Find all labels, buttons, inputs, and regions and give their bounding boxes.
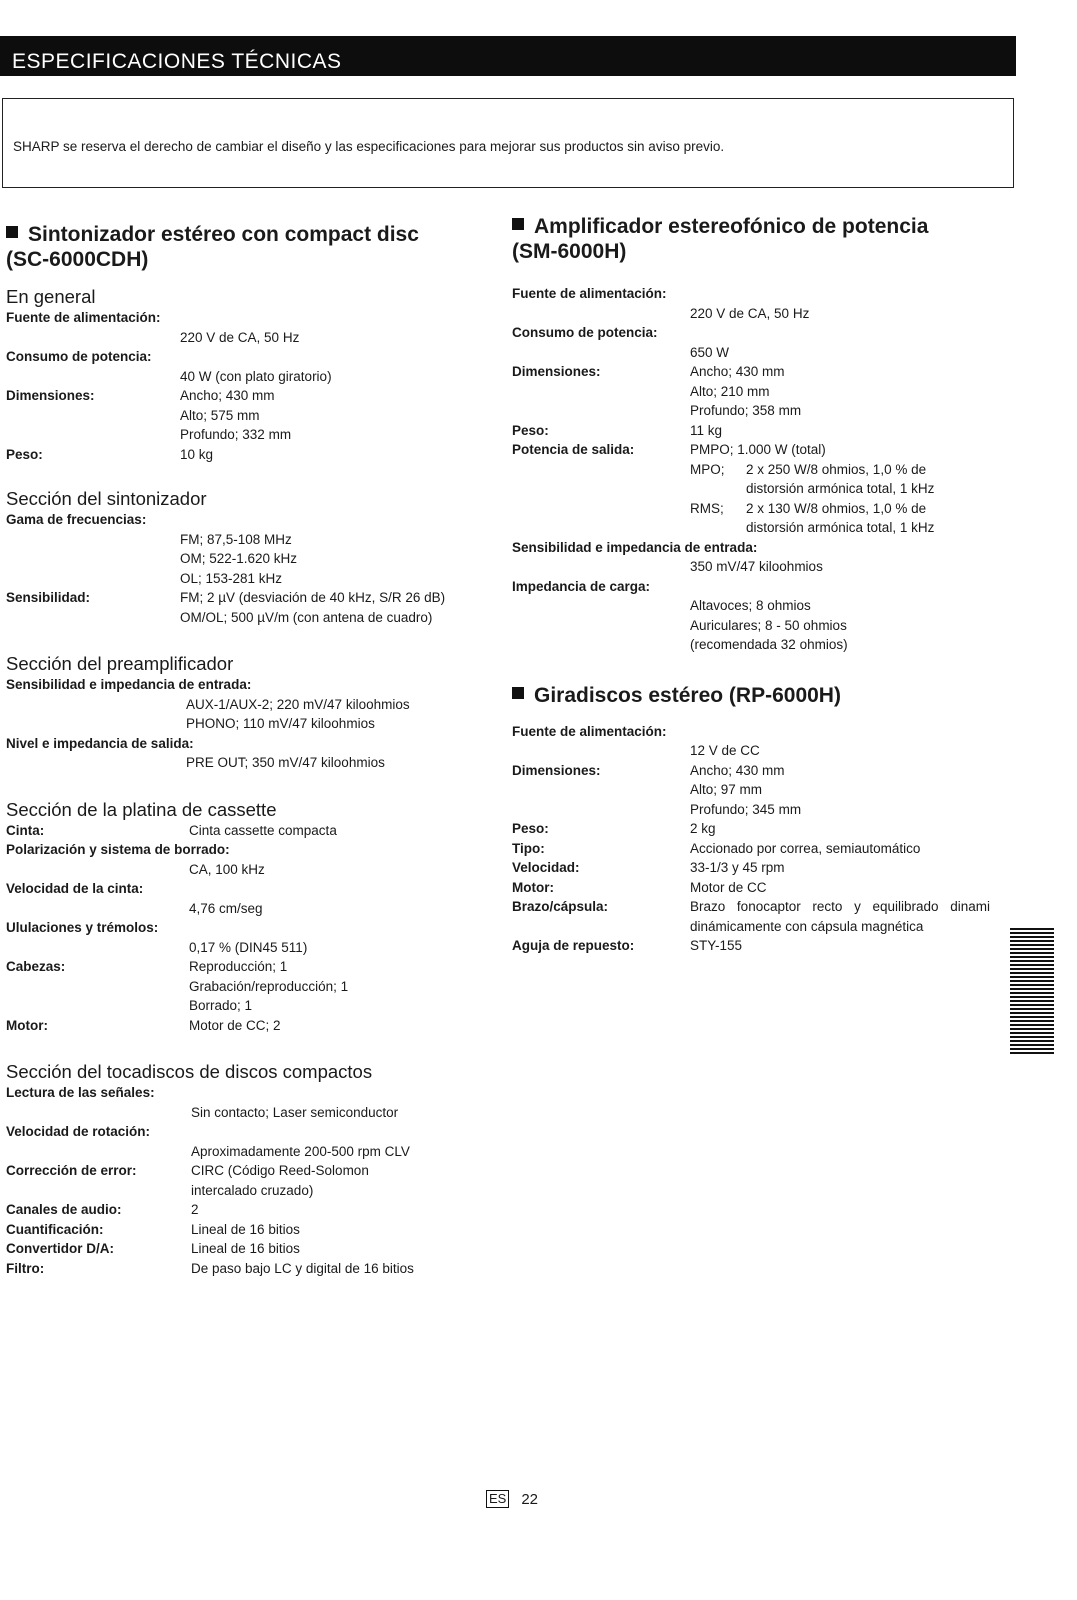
spec-amp-consumption: Consumo de potencia: 650 W (512, 325, 730, 360)
section-title-tuner-cd: Sintonizador estéreo con compact disc (SC-6000CDH) (6, 223, 419, 271)
spec-tt-needle: Aguja de repuesto: STY-155 (512, 938, 743, 953)
spec-amp-output: Potencia de salida: PMPO; 1.000 W (total) MPO; 2 x 250 W/8 ohmios, 1,0 % de distorsión armónica total, 1 kHz RMS; 2 x 130 W/8 ohmios, 1,0 % de distorsión armónica total, 1 kHz (512, 442, 935, 535)
spec-preamp-input: Sensibilidad e impedancia de entrada: AUX-1/AUX-2; 220 mV/47 kiloohmios PHONO; 110 mV/47 kiloohmios (6, 677, 410, 731)
left-column (6, 222, 482, 1278)
thumb-index-tab (1010, 928, 1054, 1056)
page-number: 22 (521, 1490, 539, 1508)
general-heading: En general (6, 286, 96, 307)
spec-amp-weight: Peso: 11 kg (512, 422, 723, 438)
page-title: ESPECIFICACIONES TÉCNICAS (12, 50, 342, 73)
spec-tt-speed: Velocidad: 33-1/3 y 45 rpm (512, 860, 785, 875)
cd-heading: Sección del tocadiscos de discos compactos (6, 1061, 373, 1082)
preamp-heading: Sección del preamplificador (6, 653, 234, 674)
spec-dac: Convertidor D/A: Lineal de 16 bitios (6, 1241, 300, 1256)
spec-tt-dimensions: Dimensiones: Ancho; 430 mm Alto; 97 mm Profundo; 345 mm (512, 762, 802, 817)
header-banner (0, 36, 1016, 76)
language-code-box: ES (486, 1490, 509, 1508)
spec-tape-speed: Velocidad de la cinta: 4,76 cm/seg (6, 881, 263, 916)
page-footer (486, 1490, 538, 1508)
spec-rotation-speed: Velocidad de rotación: Aproximadamente 200-500 rpm CLV (6, 1124, 410, 1159)
general-section (6, 286, 482, 464)
preamp-section (6, 653, 482, 773)
spec-cassette-motor: Motor: Motor de CC; 2 (6, 1017, 281, 1033)
spec-frequency-range: Gama de frecuencias: FM; 87,5-108 MHz OM; 522-1.620 kHz OL; 153-281 kHz (6, 512, 298, 586)
spec-bias: Polarización y sistema de borrado: CA, 100 kHz (6, 842, 265, 877)
cassette-section (6, 799, 482, 1036)
tuner-section (6, 488, 482, 627)
bullet-square-icon (6, 226, 18, 238)
spec-filter: Filtro: De paso bajo LC y digital de 16 bitios (6, 1260, 414, 1276)
spec-tt-weight: Peso: 2 kg (512, 821, 716, 836)
spec-power: Fuente de alimentación: 220 V de CA, 50 Hz (6, 310, 300, 345)
section-title-amplifier: Amplificador estereofónico de potencia (SM-6000H) (512, 215, 929, 263)
spec-dimensions: Dimensiones: Ancho; 430 mm Alto; 575 mm Profundo; 332 mm (6, 388, 292, 442)
spec-consumption: Consumo de potencia: 40 W (con plato giratorio) (6, 349, 332, 384)
spec-amp-dimensions: Dimensiones: Ancho; 430 mm Alto; 210 mm Profundo; 358 mm (512, 364, 802, 418)
spec-tt-arm: Brazo/cápsula: Brazo fonocaptor recto y equilibrado dinami dinámicamente con cápsula magnética (512, 899, 990, 934)
notice-box (2, 98, 1014, 188)
section-title-turntable: Giradiscos estéreo (RP-6000H) (512, 683, 1006, 708)
spec-signal-reading: Lectura de las señales: Sin contacto; Laser semiconductor (6, 1085, 399, 1120)
spec-tape: Cinta: Cinta cassette compacta (6, 822, 337, 838)
spec-tt-power: Fuente de alimentación: 12 V de CC (512, 723, 760, 758)
spec-audio-channels: Canales de audio: 2 (6, 1202, 199, 1217)
spec-tt-motor: Motor: Motor de CC (512, 879, 767, 895)
notice-text: SHARP se reserva el derecho de cambiar el diseño y las especificaciones para mejorar sus productos sin aviso previo. (13, 139, 725, 154)
spec-error-correction: Corrección de error: CIRC (Código Reed-Solomon intercalado cruzado) (6, 1163, 369, 1198)
tuner-heading: Sección del sintonizador (6, 488, 207, 509)
spec-amp-input: Sensibilidad e impedancia de entrada: 350 mV/47 kiloohmios (512, 539, 823, 574)
turntable-section (512, 683, 1006, 956)
spec-wow-flutter: Ululaciones y trémolos: 0,17 % (DIN45 511) (6, 920, 308, 955)
cd-section (6, 1061, 482, 1278)
spec-preamp-output: Nivel e impedancia de salida: PRE OUT; 350 mV/47 kiloohmios (6, 735, 385, 770)
bullet-square-icon (512, 218, 524, 230)
spec-heads: Cabezas: Reproducción; 1 Grabación/reproducción; 1 Borrado; 1 (6, 959, 349, 1013)
right-column (512, 214, 1006, 956)
spec-amp-load: Impedancia de carga: Altavoces; 8 ohmios Auriculares; 8 - 50 ohmios (recomendada 32 ohmios) (512, 578, 848, 652)
spec-quantization: Cuantificación: Lineal de 16 bitios (6, 1221, 300, 1237)
bullet-square-icon (512, 687, 524, 699)
spec-weight: Peso: 10 kg (6, 446, 214, 462)
cassette-heading: Sección de la platina de cassette (6, 798, 277, 820)
amplifier-specs (512, 284, 1006, 655)
spec-amp-power: Fuente de alimentación: 220 V de CA, 50 Hz (512, 286, 810, 321)
spec-tt-type: Tipo: Accionado por correa, semiautomático (512, 840, 921, 856)
spec-sensitivity: Sensibilidad: FM; 2 µV (desviación de 40 kHz, S/R 26 dB) OM/OL; 500 µV/m (con antena de cuadro) (6, 590, 446, 625)
